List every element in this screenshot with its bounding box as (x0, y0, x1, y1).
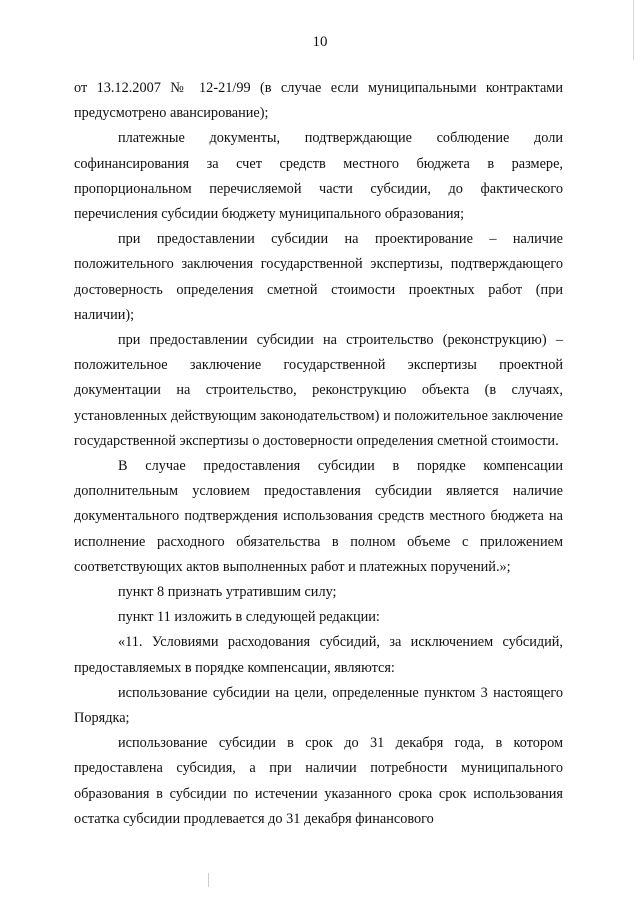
scan-edge-mark (633, 0, 634, 60)
document-body (74, 76, 563, 832)
page-number: 10 (312, 34, 328, 50)
paragraph-payment-documents: платежные документы, подтверждающие соблюдение доли софинансирования за счет средств местного бюджета в размере, пропорциональном перечисляемой части субсидии, до фактического перечисления субсидии бюджету муниципального образования; (74, 130, 563, 223)
paragraph-construction-subsidy: при предоставлении субсидии на строительство (реконструкцию) – положительное заключение государственной экспертизы проектной документации на строительство, реконструкцию объекта (в случаях, установленных действующим законодательством) и положительное заключение государственной экспертизы о достоверности определения сметной стоимости. (74, 332, 563, 449)
paragraph-design-subsidy: при предоставлении субсидии на проектирование – наличие положительного заключения государственной экспертизы, подтверждающего достоверность определения сметной стоимости проектных работ (при наличии); (74, 231, 563, 323)
paragraph-item-11: пункт 11 изложить в следующей редакции: (118, 609, 380, 626)
scan-foot-mark (208, 873, 209, 887)
paragraph-compensation: В случае предоставления субсидии в порядке компенсации дополнительным условием предоставления субсидии является наличие документального подтверждения использования средств местного бюджета на исполнение расходного обязательства в полном объеме с приложением соответствующих актов выполненных работ и платежных поручений.»; (74, 458, 563, 575)
paragraph-item-11-text: «11. Условиями расходования субсидий, за исключением субсидий, предоставляемых в порядке компенсации, являются: (74, 634, 563, 676)
paragraph-continuation: от 13.12.2007 № 12-21/99 (в случае если муниципальными контрактами предусмотрено авансирование); (74, 80, 563, 122)
paragraph-deadline-condition: использование субсидии в срок до 31 декабря года, в котором предоставлена субсидия, а при наличии потребности муниципального образования в субсидии по истечении указанного срока срок использования остатка субсидии продлевается до 31 декабря финансового (74, 735, 563, 827)
paragraph-purpose-condition: использование субсидии на цели, определенные пунктом 3 настоящего Порядка; (74, 684, 563, 727)
paragraph-item-8: пункт 8 признать утратившим силу; (118, 584, 337, 601)
